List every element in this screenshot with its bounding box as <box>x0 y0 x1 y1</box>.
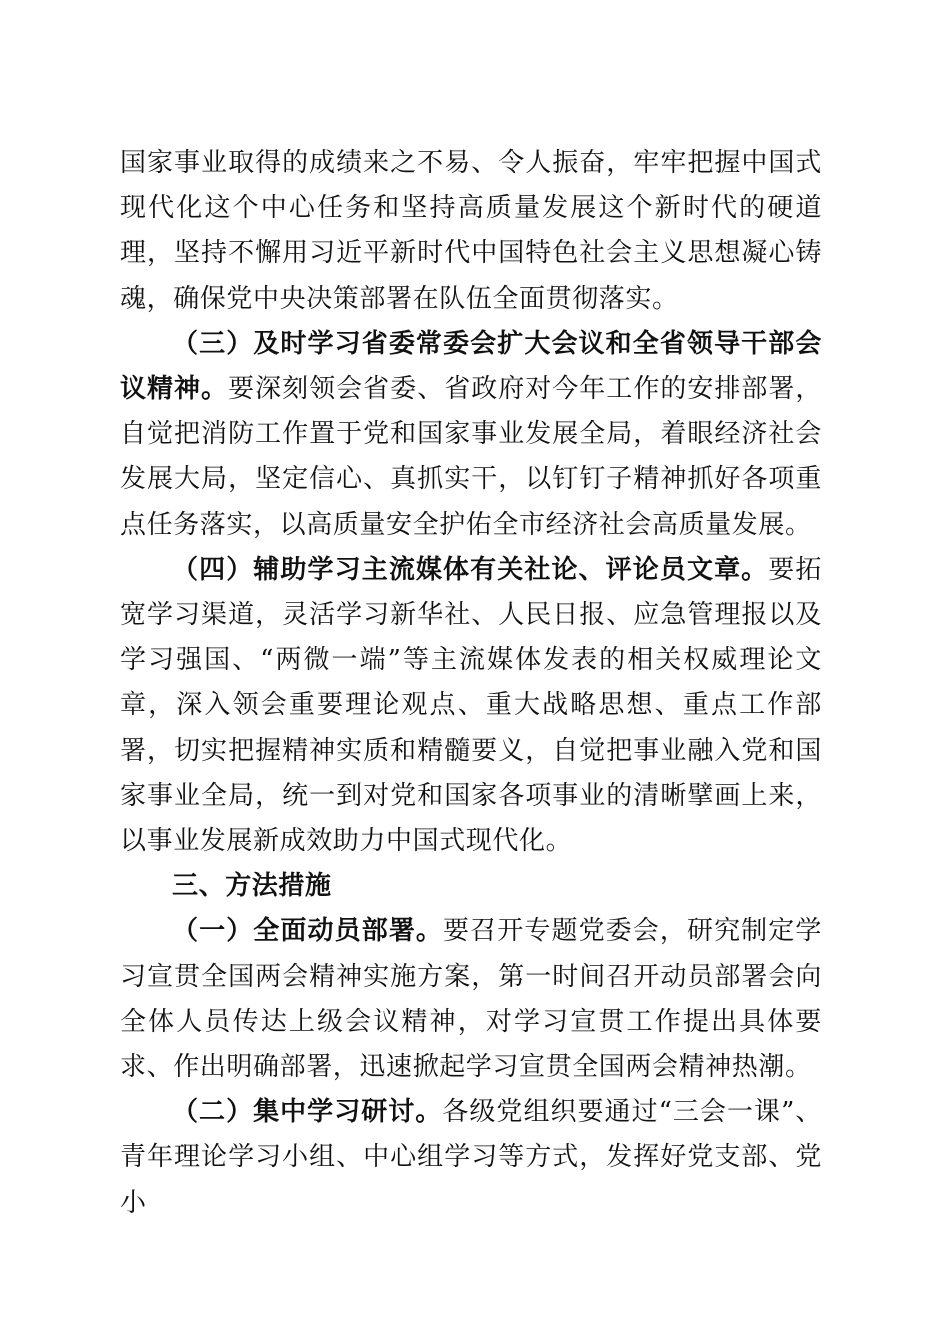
measure-text: 各级党组织要通过“三会一课”、青年理论学习小组、中心组学习等方式，发挥好党支部、党小 <box>120 1097 822 1218</box>
paragraph-lead: （四）辅助学习主流媒体有关社论、评论员文章。 <box>172 554 769 585</box>
measure-item-two <box>120 1090 822 1226</box>
paragraph-item-four <box>120 548 822 864</box>
paragraph-text: 国家事业取得的成绩来之不易、令人振奋，牢牢把握中国式现代化这个中心任务和坚持高质量发展这个新时代的硬道理，坚持不懈用习近平新时代中国特色社会主义思想凝心铸魂，确保党中央决策部署在队伍全面贯彻落实。 <box>120 148 822 314</box>
measure-item-one <box>120 909 822 1090</box>
measure-lead: （一）全面动员部署。 <box>172 916 444 947</box>
paragraph-lead: （三）及时学习省委常委会扩大会议和全省领导干部会议精神。 <box>120 328 822 405</box>
paragraph-item-three <box>120 322 822 548</box>
paragraph-text: 要深刻领会省委、省政府对今年工作的安排部署，自觉把消防工作置于党和国家事业发展全局，着眼经济社会发展大局，坚定信心、真抓实干，以钉钉子精神抓好各项重点任务落实，以高质量安全护佑全市经济社会高质量发展。 <box>120 374 823 540</box>
paragraph-continuation <box>120 141 822 322</box>
paragraph-text: 要拓宽学习渠道，灵活学习新华社、人民日报、应急管理报以及学习强国、“两微一端”等主流媒体发表的相关权威理论文章，深入领会重要理论观点、重大战略思想、重点工作部署，切实把握精神实质和精髓要义，自觉把事业融入党和国家事业全局，统一到对党和国家各项事业的清晰擘画上来，以事业发展新成效助力中国式现代化。 <box>120 554 823 857</box>
measure-lead: （二）集中学习研讨。 <box>172 1097 443 1128</box>
measure-text: 要召开专题党委会，研究制定学习宣贯全国两会精神实施方案，第一时间召开动员部署会向全体人员传达上级会议精神，对学习宣贯工作提出具体要求、作出明确部署，迅速掀起学习宣贯全国两会精神热潮。 <box>120 916 822 1083</box>
section-heading: 三、方法措施 <box>172 871 332 902</box>
document-body <box>120 141 822 1226</box>
